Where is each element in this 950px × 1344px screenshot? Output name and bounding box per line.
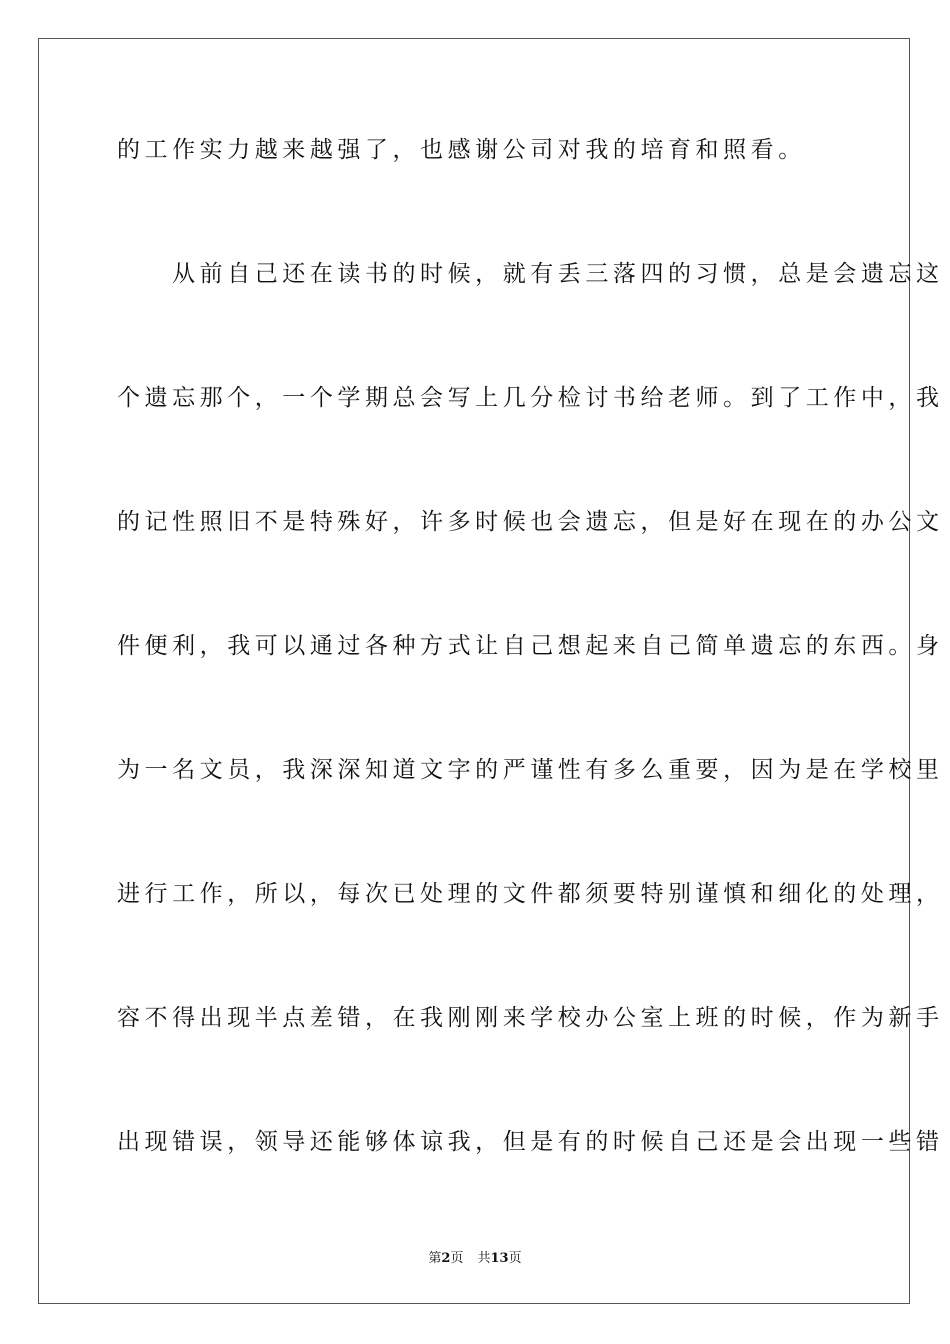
text-line-8: 容不得出现半点差错，在我刚刚来学校办公室上班的时候，作为新手	[117, 1005, 944, 1031]
page-suffix: 页	[450, 1251, 464, 1266]
text-line-2: 从前自己还在读书的时候，就有丢三落四的习惯，总是会遗忘这	[117, 261, 944, 287]
text-line-5: 件便利，我可以通过各种方式让自己想起来自己简单遗忘的东西。身	[117, 633, 944, 659]
page-prefix: 第	[428, 1251, 442, 1266]
text-line-3: 个遗忘那个，一个学期总会写上几分检讨书给老师。到了工作中，我	[117, 385, 944, 411]
text-line-6: 为一名文员，我深深知道文字的严谨性有多么重要，因为是在学校里	[117, 757, 944, 783]
total-prefix: 共	[477, 1251, 491, 1266]
page-footer	[0, 1250, 950, 1268]
text-line-4: 的记性照旧不是特殊好，许多时候也会遗忘，但是好在现在的办公文	[117, 509, 944, 535]
text-line-9: 出现错误，领导还能够体谅我，但是有的时候自己还是会出现一些错	[117, 1129, 944, 1155]
page-border	[38, 38, 910, 1304]
total-pages: 13	[490, 1251, 509, 1266]
page-number: 2	[441, 1251, 451, 1266]
total-suffix: 页	[508, 1251, 522, 1266]
text-line-1: 的工作实力越来越强了，也感谢公司对我的培育和照看。	[117, 137, 806, 163]
text-line-7: 进行工作，所以，每次已处理的文件都须要特别谨慎和细化的处理，	[117, 881, 944, 907]
